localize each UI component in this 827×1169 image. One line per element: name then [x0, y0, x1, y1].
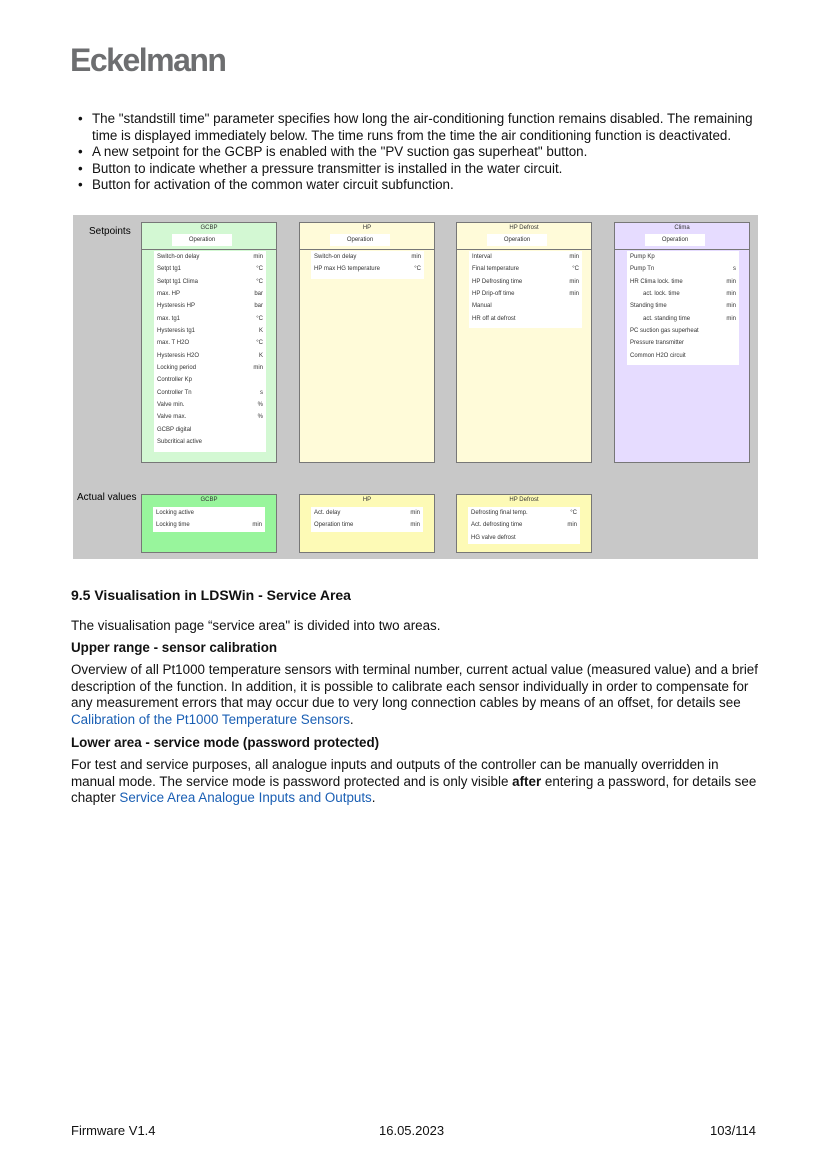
parameter-row[interactable]: [154, 288, 266, 300]
ldswin-screenshot: [73, 215, 758, 559]
bullet-item: • A new setpoint for the GCBP is enabled with the "PV suction gas superheat" button.: [78, 144, 768, 161]
setpoint-panel-clima: [614, 222, 750, 463]
parameter-row[interactable]: [469, 313, 582, 325]
parameter-unit: min: [569, 278, 579, 285]
parameter-label: Standing time: [630, 303, 667, 310]
parameter-unit: K: [258, 328, 263, 335]
value-label: HG valve defrost: [471, 534, 516, 541]
parameter-list: [469, 251, 582, 328]
upper-text-body: Overview of all Pt1000 temperature sensors with terminal number, current actual value (measured value) and a brief description of the function. In addition, it is possible to calibrate each sensor individually in order to compensate for any measurement errors that may occur due to very long connection cables by means of an offset, for details see: [71, 662, 758, 710]
lower-text: For test and service purposes, all analogue inputs and outputs of the controller can be manually overridden in manual mode. The service mode is password protected and is only visible after entering a password, for details see chapter Service Area Analogue Inputs and Outputs.: [71, 757, 757, 805]
value-row: [311, 519, 423, 531]
lower-heading: Lower area - service mode (password protected): [71, 735, 380, 750]
parameter-label: Switch-on delay: [314, 254, 357, 260]
value-unit: min: [410, 522, 420, 529]
parameter-label: Locking period: [157, 365, 197, 372]
parameter-unit: min: [411, 254, 421, 260]
parameter-label: PC suction gas superheat: [630, 328, 699, 335]
parameter-row[interactable]: [311, 251, 424, 263]
lower-text-body2: entering a password, for details see chapter: [71, 773, 757, 805]
parameter-label: Subcritical active: [157, 439, 203, 446]
parameter-label: Valve max.: [157, 414, 187, 421]
parameter-row[interactable]: [469, 251, 582, 263]
parameter-label: Final temperature: [472, 266, 520, 273]
parameter-label: HP Defrosting time: [472, 278, 523, 285]
parameter-unit: min: [569, 254, 579, 260]
value-label: Defrosting final temp.: [471, 510, 528, 516]
operation-field: Operation: [645, 234, 705, 246]
parameter-row[interactable]: [154, 436, 266, 448]
parameter-unit: bar: [254, 291, 263, 298]
parameter-row[interactable]: [627, 337, 739, 349]
intro-text: The visualisation page “service area" is divided into two areas.: [71, 618, 441, 633]
service-area-link[interactable]: Service Area Analogue Inputs and Outputs: [119, 790, 372, 805]
parameter-label: act. standing time: [643, 315, 691, 322]
panel-divider: [615, 249, 749, 250]
parameter-label: Pump Kp: [630, 254, 655, 260]
bullet-item: • Button for activation of the common water circuit subfunction.: [78, 177, 768, 194]
value-label: Act. defrosting time: [471, 522, 523, 529]
value-row: [153, 507, 265, 519]
parameter-unit: °C: [256, 278, 263, 285]
panel-divider: [457, 249, 591, 250]
setpoint-panel-hp: [299, 222, 435, 463]
parameter-unit: min: [726, 303, 736, 310]
parameter-unit: %: [257, 414, 263, 421]
parameter-label: GCBP digital: [157, 426, 192, 433]
parameter-label: Pressure transmitter: [630, 340, 685, 347]
parameter-unit: K: [258, 352, 263, 359]
upper-text: Overview of all Pt1000 temperature sensors with terminal number, current actual value (measured value) and a brief description of the function. In addition, it is possible to calibrate each sensor individually in order to compensate for any measurement errors that may occur due to very long connection cables by means of an offset, for details see Calibration of the Pt1000 Temperature Sensors.: [71, 662, 758, 727]
parameter-label: Hysteresis H2O: [157, 352, 200, 359]
footer-date: 16.05.2023: [379, 1123, 445, 1138]
parameter-unit: s: [260, 389, 263, 396]
parameter-row[interactable]: [154, 325, 266, 337]
value-label: Locking time: [156, 522, 190, 529]
parameter-row[interactable]: [154, 399, 266, 411]
footer-firmware: Firmware V1.4: [71, 1123, 156, 1138]
actual-panel-hp: [299, 494, 435, 553]
parameter-row[interactable]: [627, 313, 739, 325]
bullet-item: • The "standstill time" parameter specifies how long the air-conditioning function remains disabled. The remaining time is displayed immediately below. The time runs from the time the air conditioning function is deactivated.: [78, 111, 768, 144]
parameter-unit: s: [733, 266, 736, 273]
parameter-row[interactable]: [627, 251, 739, 263]
setpoint-panel-hp-defrost: [456, 222, 592, 463]
parameter-label: Setpt tg1 Clima: [157, 278, 199, 285]
value-row: [468, 507, 580, 519]
value-row: [311, 507, 423, 519]
parameter-label: max. tg1: [157, 315, 181, 322]
parameter-list: [154, 251, 266, 452]
parameter-unit: %: [257, 402, 263, 409]
parameter-row[interactable]: [627, 350, 739, 362]
actual-values-label: Actual values: [77, 492, 137, 503]
parameter-row[interactable]: [154, 251, 266, 263]
parameter-row[interactable]: [154, 263, 266, 275]
parameter-unit: bar: [254, 303, 263, 310]
parameter-row[interactable]: [154, 362, 266, 374]
parameter-unit: °C: [414, 266, 421, 273]
parameter-unit: min: [569, 291, 579, 298]
value-unit: min: [567, 522, 577, 529]
parameter-row[interactable]: [627, 288, 739, 300]
parameter-label: HR Clima lock. time: [630, 278, 683, 285]
value-list: [468, 507, 580, 544]
parameter-row[interactable]: [627, 276, 739, 288]
value-row: [468, 519, 580, 531]
parameter-row[interactable]: [469, 276, 582, 288]
parameter-label: Manual: [472, 303, 492, 310]
parameter-row[interactable]: [154, 300, 266, 312]
value-list: [311, 507, 423, 532]
parameter-label: max. T H2O: [157, 340, 190, 347]
panel-title: HP: [362, 497, 372, 503]
parameter-row[interactable]: [154, 387, 266, 399]
parameter-unit: min: [726, 315, 736, 322]
parameter-label: Hysteresis HP: [157, 303, 196, 310]
setpoint-panel-gcbp: [141, 222, 277, 463]
parameter-row[interactable]: [154, 411, 266, 423]
parameter-row[interactable]: [627, 263, 739, 275]
bullet-item: • Button to indicate whether a pressure transmitter is installed in the water circuit.: [78, 161, 768, 178]
eckelmann-logo: Eckelmann: [70, 42, 226, 78]
operation-field: Operation: [487, 234, 547, 246]
panel-title: GCBP: [200, 497, 218, 503]
value-row: [153, 519, 265, 531]
parameter-unit: °C: [256, 315, 263, 322]
parameter-row[interactable]: [627, 300, 739, 312]
parameter-unit: °C: [256, 266, 263, 273]
bullet-list: [78, 111, 768, 194]
parameter-unit: min: [253, 365, 263, 372]
parameter-label: Interval: [472, 254, 492, 260]
panel-title: HP Defrost: [509, 225, 539, 231]
parameter-unit: min: [726, 291, 736, 298]
operation-field: Operation: [172, 234, 232, 246]
panel-divider: [142, 249, 276, 250]
setpoints-label: Setpoints: [89, 226, 131, 237]
value-label: Act. delay: [314, 510, 341, 516]
parameter-row[interactable]: [469, 263, 582, 275]
actual-panel-gcbp: [141, 494, 277, 553]
panel-title: HP: [362, 225, 372, 231]
parameter-label: act. lock. time: [643, 291, 680, 298]
parameter-list: [627, 251, 739, 365]
lower-text-body: For test and service purposes, all analogue inputs and outputs of the controller can be manually overridden in manual mode. The service mode is password protected and is only visible: [71, 757, 719, 789]
parameter-label: Valve min.: [157, 402, 185, 409]
parameter-row[interactable]: [469, 300, 582, 312]
value-row: [468, 532, 580, 544]
parameter-label: Setpt tg1: [157, 266, 182, 273]
parameter-label: Hysteresis tg1: [157, 328, 196, 335]
parameter-label: max. HP: [157, 291, 181, 298]
parameter-unit: min: [726, 278, 736, 285]
parameter-unit: °C: [572, 266, 579, 273]
calibration-link[interactable]: Calibration of the Pt1000 Temperature Sensors: [71, 711, 350, 727]
parameter-row[interactable]: [154, 276, 266, 288]
lower-text-bold: after: [512, 773, 542, 789]
parameter-label: Controller Tn: [157, 389, 192, 396]
parameter-label: HP Drip-off time: [472, 291, 515, 298]
parameter-row[interactable]: [154, 424, 266, 436]
parameter-label: Switch-on delay: [157, 254, 200, 260]
parameter-unit: min: [253, 254, 263, 260]
operation-field: Operation: [330, 234, 390, 246]
parameter-row[interactable]: [627, 325, 739, 337]
footer-page: 103/114: [709, 1123, 756, 1138]
section-heading: 9.5 Visualisation in LDSWin - Service Area: [71, 587, 351, 603]
parameter-list: [311, 251, 424, 279]
parameter-row[interactable]: [154, 313, 266, 325]
value-unit: min: [410, 510, 420, 516]
parameter-label: Common H2O circuit: [630, 352, 686, 359]
parameter-unit: °C: [256, 340, 263, 347]
panel-title: GCBP: [200, 225, 218, 231]
panel-title: HP Defrost: [509, 497, 539, 503]
upper-heading: Upper range - sensor calibration: [71, 640, 278, 655]
parameter-label: Pump Tn: [630, 266, 655, 273]
parameter-label: HR off at defrost: [472, 315, 516, 322]
parameter-row[interactable]: [469, 288, 582, 300]
parameter-row[interactable]: [154, 337, 266, 349]
panel-divider: [300, 249, 434, 250]
parameter-row[interactable]: [154, 350, 266, 362]
value-unit: min: [252, 522, 262, 529]
value-label: Locking active: [156, 510, 195, 516]
parameter-label: HP max HG temperature: [314, 266, 380, 273]
parameter-row[interactable]: [311, 263, 424, 275]
value-list: [153, 507, 265, 532]
actual-panel-hp-defrost: [456, 494, 592, 553]
parameter-row[interactable]: [154, 374, 266, 386]
value-label: Operation time: [314, 522, 354, 529]
value-unit: °C: [570, 510, 577, 516]
panel-title: Clima: [674, 225, 690, 231]
parameter-label: Controller Kp: [157, 377, 193, 384]
